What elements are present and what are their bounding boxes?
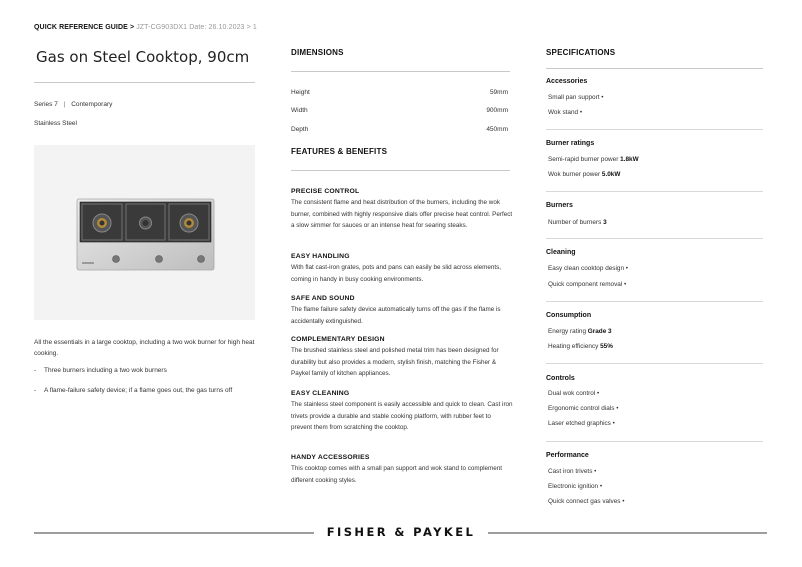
spec-item: [548, 219, 607, 226]
spec-group-cleaning: Cleaning: [546, 249, 576, 256]
spec-label: Dual wok control •: [548, 390, 600, 397]
spec-item: [548, 420, 615, 427]
feature-body: The brushed stainless steel and polished metal trim has been designed for durability but also provides a modern, stylish finish, matching the Fisher & Paykel family of kitchen appliances.: [291, 347, 499, 377]
spec-divider: [546, 301, 763, 302]
breadcrumb-model: JZT-CG903DX1: [136, 24, 188, 31]
spec-item: [548, 468, 596, 475]
spec-item: [548, 343, 613, 350]
spec-divider: [546, 363, 763, 364]
breadcrumb-separator: >: [129, 24, 135, 31]
spec-value: 1.8kW: [620, 156, 639, 163]
product-image: [34, 145, 255, 320]
feature-title: PRECISE CONTROL: [291, 188, 360, 195]
spec-label: Quick component removal •: [548, 281, 627, 288]
feature-title: EASY CLEANING: [291, 390, 350, 397]
dimensions-divider: [291, 71, 510, 72]
spec-divider: [546, 441, 763, 442]
spec-item: [548, 405, 618, 412]
spec-label: Heating efficiency: [548, 343, 599, 350]
bullet-dash: -: [34, 387, 37, 394]
spec-divider: [546, 129, 763, 130]
features-divider: [291, 170, 510, 171]
bullet-dash: -: [34, 367, 37, 374]
spec-item: [548, 156, 639, 163]
spec-group-consumption: Consumption: [546, 312, 592, 319]
dimension-label: Depth: [291, 126, 309, 133]
dimensions-heading: DIMENSIONS: [291, 48, 344, 57]
feature-title: HANDY ACCESSORIES: [291, 454, 370, 461]
spec-group-burners: Burners: [546, 202, 573, 209]
feature-body: The flame failure safety device automatically turns off the gas if the flame is accidentally extinguished.: [291, 306, 501, 325]
product-description: All the essentials in a large cooktop, including a two wok burner for high heat cooking.: [34, 339, 255, 357]
dimension-label: Height: [291, 89, 310, 96]
spec-value: Grade 3: [587, 328, 612, 335]
page-title: Gas on Steel Cooktop, 90cm: [36, 48, 250, 66]
spec-item: [548, 498, 624, 505]
dimension-value: 59mm: [489, 89, 508, 96]
breadcrumb-guide: QUICK REFERENCE GUIDE: [34, 24, 128, 31]
product-finish: Stainless Steel: [34, 120, 77, 127]
features-heading: FEATURES & BENEFITS: [291, 147, 388, 156]
dimension-row-height: [291, 89, 508, 96]
feature-body: The stainless steel component is easily accessible and quick to clean. Cast iron trivets provide a durable and stable cooking platform, with rubber feet to prevent them from scratching the cooktop.: [291, 401, 513, 431]
spec-label: Number of burners: [548, 219, 602, 226]
spec-group-controls: Controls: [546, 375, 575, 382]
feature-title: COMPLEMENTARY DESIGN: [291, 336, 385, 343]
feature-easy-cleaning: [291, 389, 513, 434]
feature-body: The consistent flame and heat distribution of the burners, including the wok burner, combined with highly responsive dials offer precise heat control. Perfect a slow simmer for sauces or an intense heat for searing steaks.: [291, 199, 513, 229]
cooktop-illustration: [34, 145, 255, 320]
brand-logo: FISHER & PAYKEL: [326, 525, 476, 539]
spec-label: Small pan support •: [548, 94, 604, 101]
spec-divider: [546, 238, 763, 239]
breadcrumb: [34, 24, 257, 31]
breadcrumb-page: 1: [252, 24, 257, 31]
spec-label: Quick connect gas valves •: [548, 498, 625, 505]
feature-complementary-design: [291, 335, 513, 380]
feature-body: With flat cast-iron grates, pots and pans can easily be slid across elements, coming in handy in busy cooking environments.: [291, 264, 501, 283]
spec-item: [548, 94, 604, 101]
product-style: Contemporary: [71, 101, 113, 108]
dimension-label: Width: [291, 107, 308, 114]
spec-item: [548, 171, 620, 178]
spec-label: Electronic ignition •: [548, 483, 603, 490]
dimension-row-width: [291, 107, 508, 114]
specifications-divider: [546, 68, 763, 69]
spec-label: Cast iron trivets •: [548, 468, 597, 475]
spec-divider: [546, 191, 763, 192]
spec-label: Wok stand •: [548, 109, 583, 116]
spec-item: [548, 390, 599, 397]
breadcrumb-date: 26.10.2023: [208, 24, 245, 31]
spec-item: [548, 265, 628, 272]
spec-label: Laser etched graphics •: [548, 420, 615, 427]
feature-bullet: [34, 386, 256, 396]
spec-label: Energy rating: [548, 328, 587, 335]
feature-precise-control: [291, 187, 513, 232]
spec-label: Semi-rapid burner power: [548, 156, 619, 163]
spec-item: [548, 109, 582, 116]
series-divider: |: [63, 101, 66, 108]
dimension-value: 900mm: [486, 107, 508, 114]
breadcrumb-date-label: Date:: [189, 24, 207, 31]
breadcrumb-separator: >: [246, 24, 251, 31]
spec-label: Easy clean cooktop design •: [548, 265, 629, 272]
feature-handy-accessories: [291, 453, 513, 486]
title-divider: [34, 82, 255, 83]
bullet-text: A flame-failure safety device; if a flame goes out, the gas turns off: [44, 387, 233, 394]
feature-title: SAFE AND SOUND: [291, 295, 355, 302]
dimension-value: 450mm: [486, 126, 508, 133]
specifications-heading: SPECIFICATIONS: [546, 48, 616, 57]
spec-value: 55%: [600, 343, 613, 350]
spec-value: 3: [603, 219, 607, 226]
feature-easy-handling: [291, 252, 513, 285]
spec-group-accessories: Accessories: [546, 78, 588, 85]
feature-title: EASY HANDLING: [291, 253, 350, 260]
spec-item: [548, 483, 602, 490]
product-series-line: [34, 101, 112, 108]
spec-label: Ergonomic control dials •: [548, 405, 619, 412]
dimension-row-depth: [291, 126, 508, 133]
product-series: Series 7: [34, 101, 58, 108]
feature-bullet: [34, 366, 256, 376]
spec-label: Wok burner power: [548, 171, 601, 178]
spec-value: 5.0kW: [601, 171, 621, 178]
spec-item: [548, 281, 626, 288]
feature-safe-and-sound: [291, 294, 513, 327]
spec-group-burner-ratings: Burner ratings: [546, 140, 595, 147]
bullet-text: Three burners including a two wok burners: [44, 367, 167, 374]
feature-body: This cooktop comes with a small pan support and wok stand to complement different cooking styles.: [291, 465, 503, 484]
spec-group-performance: Performance: [546, 452, 589, 459]
spec-item: [548, 328, 612, 335]
